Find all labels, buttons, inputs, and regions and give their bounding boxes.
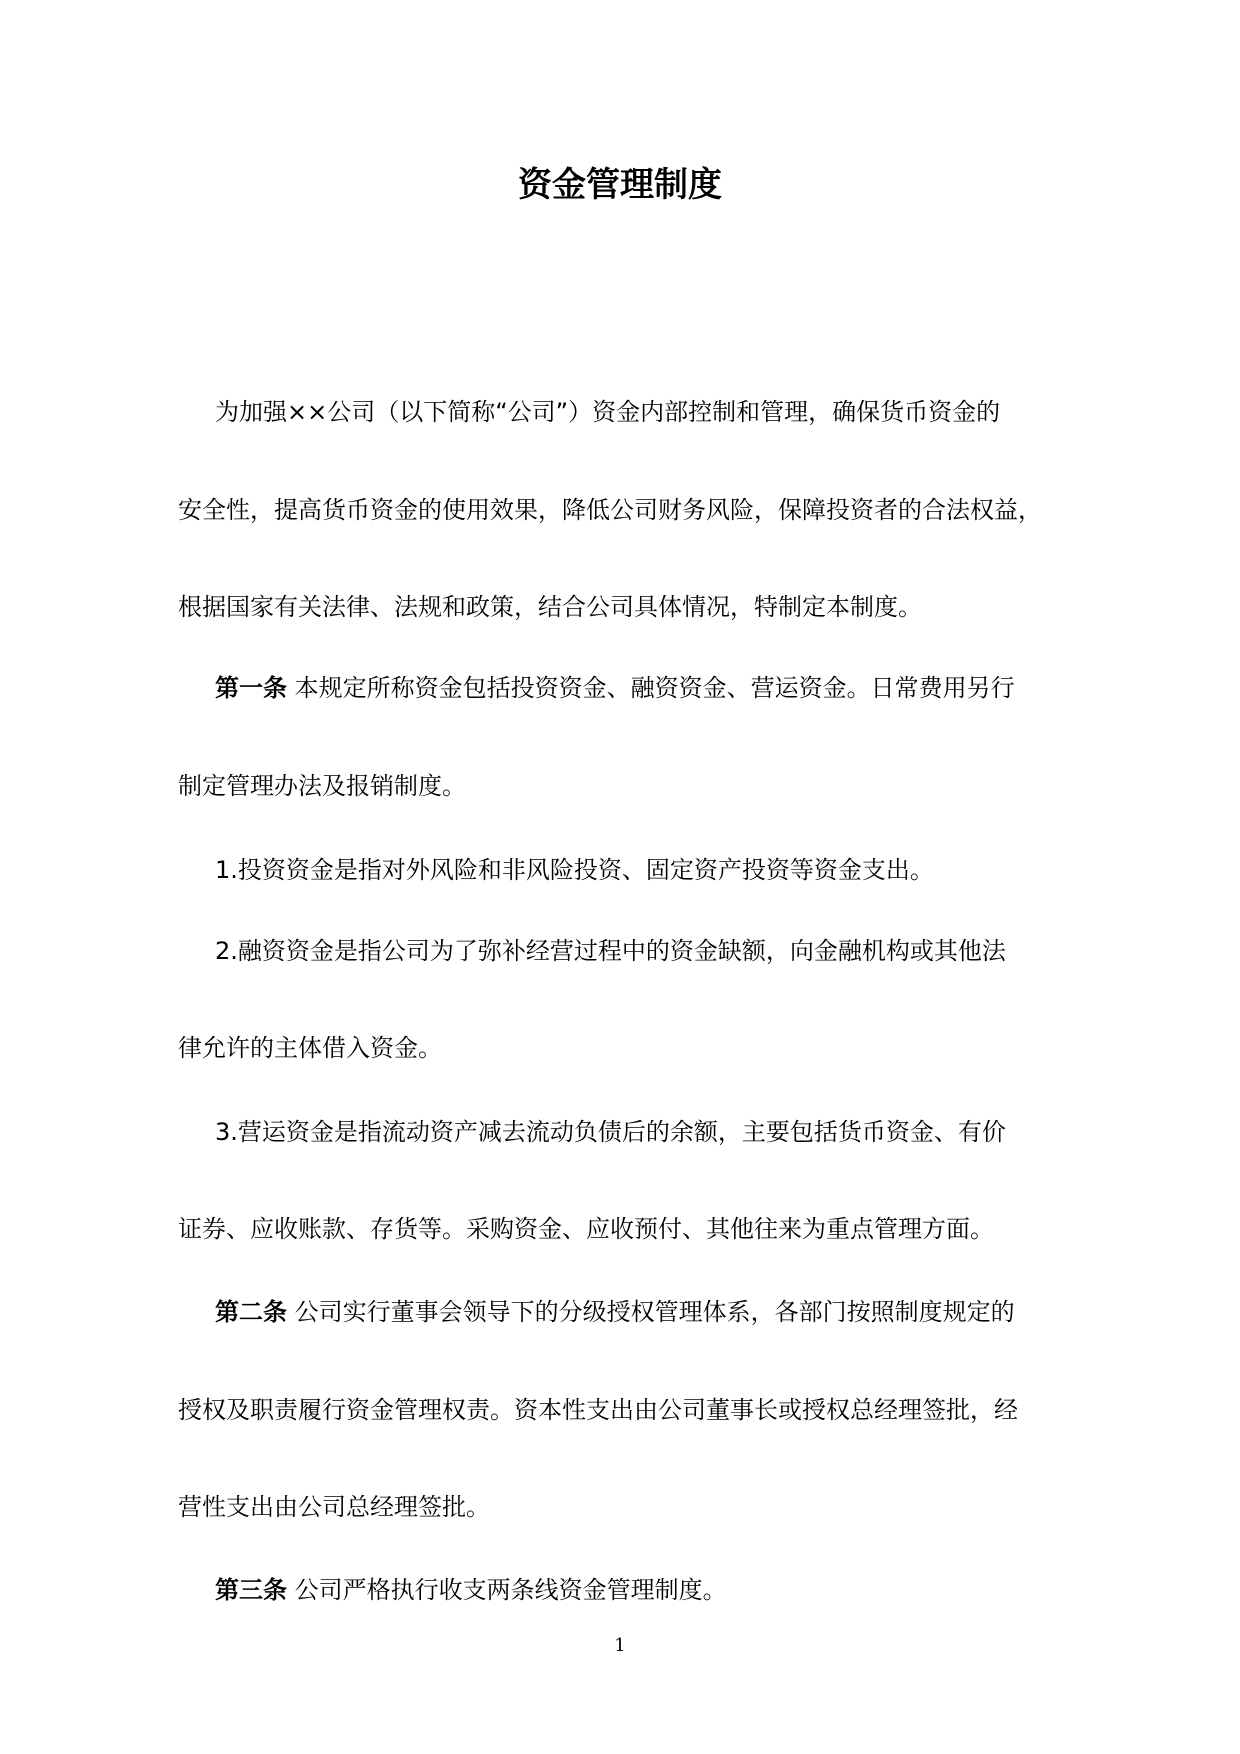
document-title: 资金管理制度 [518,165,722,205]
article-3-line-1 [215,1573,727,1607]
article-3-heading: 第三条 [215,1576,287,1604]
page-number: 1 [614,1635,626,1656]
intro-line-3: 根据国家有关法律、法规和政策，结合公司具体情况，特制定本制度。 [178,593,922,621]
article-1-line-2: 制定管理办法及报销制度。 [178,772,466,800]
article-2-heading: 第二条 [215,1298,287,1326]
article-1-heading: 第一条 [215,674,287,702]
article-1-item-2-line-1: 2.融资资金是指公司为了弥补经营过程中的资金缺额，向金融机构或其他法 [215,937,1006,965]
intro-line-1: 为加强××公司（以下简称“公司”）资金内部控制和管理，确保货币资金的 [215,398,1001,426]
article-1-text: 本规定所称资金包括投资资金、融资资金、营运资金。日常费用另行 [287,674,1015,702]
article-1-item-3-line-2: 证券、应收账款、存货等。采购资金、应收预付、其他往来为重点管理方面。 [178,1215,994,1243]
article-1-line-1 [215,671,1015,705]
intro-line-2: 安全性，提高货币资金的使用效果，降低公司财务风险，保障投资者的合法权益， [178,496,1042,524]
article-2-line-1 [215,1295,1015,1329]
article-2-line-2: 授权及职责履行资金管理权责。资本性支出由公司董事长或授权总经理签批，经 [178,1396,1018,1424]
article-2-text: 公司实行董事会领导下的分级授权管理体系，各部门按照制度规定的 [287,1298,1015,1326]
article-1-item-2-line-2: 律允许的主体借入资金。 [178,1034,442,1062]
article-1-item-3-line-1: 3.营运资金是指流动资产减去流动负债后的余额，主要包括货币资金、有价 [215,1118,1006,1146]
article-2-line-3: 营性支出由公司总经理签批。 [178,1493,490,1521]
article-3-text: 公司严格执行收支两条线资金管理制度。 [287,1576,727,1604]
article-1-item-1: 1.投资资金是指对外风险和非风险投资、固定资产投资等资金支出。 [215,856,934,884]
